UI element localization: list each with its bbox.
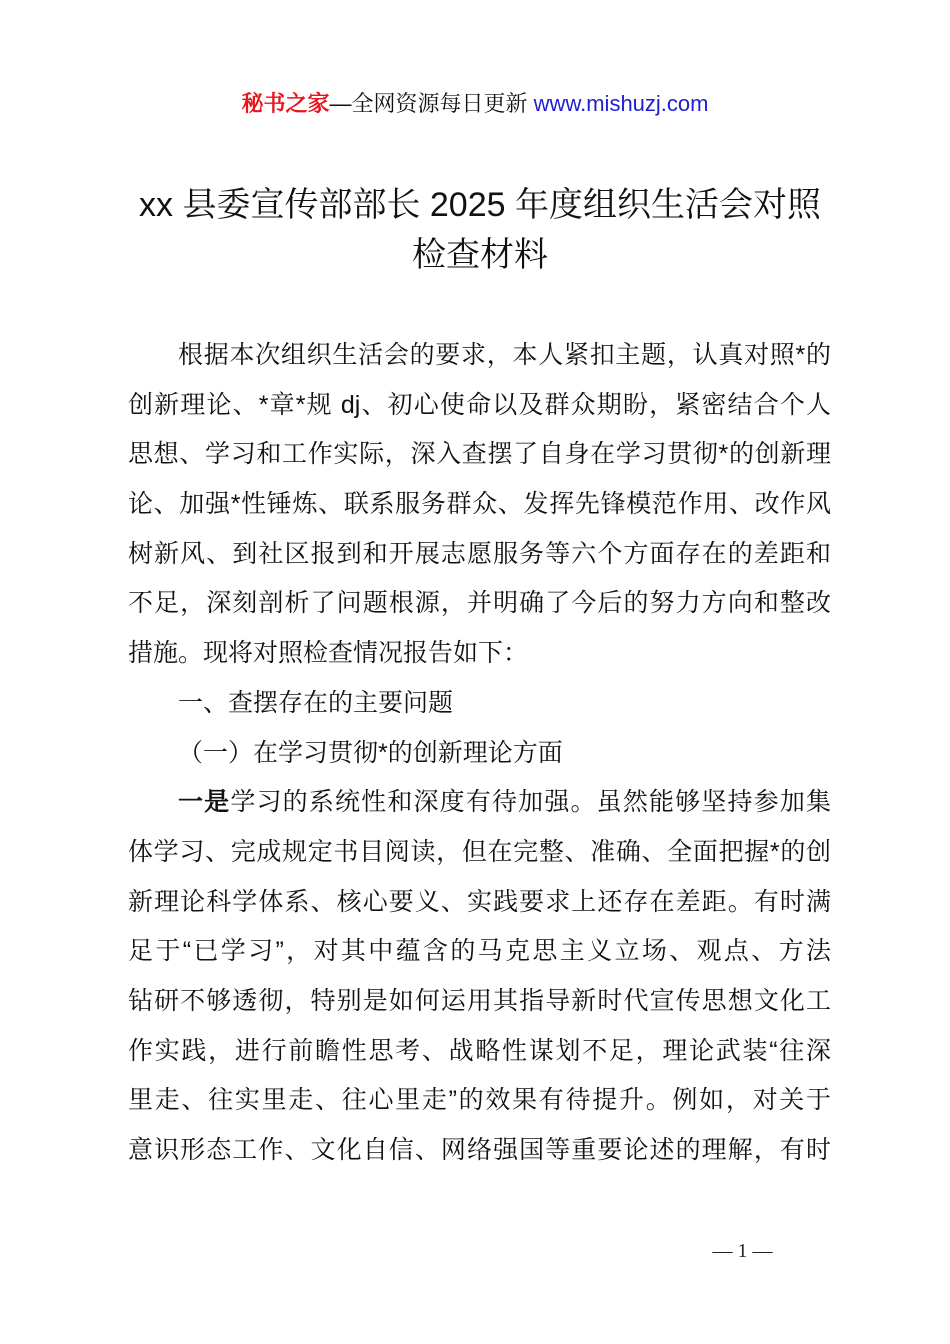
point-lead: 一是: [178, 788, 231, 817]
document-title: [100, 180, 860, 280]
site-header: [0, 88, 950, 120]
body-line: 里走、往实里走、往心里走”的效果有待提升。例如，对关于: [128, 1086, 831, 1115]
body-line: 体学习、完成规定书目阅读，但在完整、准确、全面把握*的创: [128, 837, 831, 866]
body-line: 不足，深刻剖析了问题根源，并明确了今后的努力方向和整改: [128, 589, 831, 618]
body-line: 论、加强*性锤炼、联系服务群众、发挥先锋模范作用、改作风: [128, 490, 831, 519]
body-line: 思想、学习和工作实际，深入查摆了自身在学习贯彻*的创新理: [128, 440, 831, 469]
body-line: 意识形态工作、文化自信、网络强国等重要论述的理解，有时: [128, 1136, 831, 1164]
body-line: 根据本次组织生活会的要求，本人紧扣主题，认真对照*的: [178, 341, 831, 369]
body-line: 树新风、到社区报到和开展志愿服务等六个方面存在的差距和: [128, 539, 831, 568]
body-line: 作实践，进行前瞻性思考、战略性谋划不足，理论武装“往深: [128, 1036, 831, 1065]
body-line: 足于“已学习”，对其中蕴含的马克思主义立场、观点、方法: [128, 937, 831, 966]
body-line: 措施。现将对照检查情况报告如下：: [128, 639, 529, 668]
body-line: 新理论科学体系、核心要义、实践要求上还存在差距。有时满: [128, 887, 831, 916]
body-line: [128, 778, 831, 828]
document-body: [128, 331, 831, 1176]
body-line: 创新理论、*章*规 dj、初心使命以及群众期盼，紧密结合个人: [128, 390, 831, 419]
brand-name: 秘书之家: [241, 91, 330, 116]
page-number: — 1 —: [712, 1240, 773, 1262]
subsection-heading: （一）在学习贯彻*的创新理论方面: [178, 738, 563, 767]
title-line-2: 检查材料: [412, 236, 548, 274]
body-line: 钻研不够透彻，特别是如何运用其指导新时代宣传思想文化工: [128, 986, 831, 1015]
header-url[interactable]: www.mishuzj.com: [533, 91, 709, 116]
header-slogan: —全网资源每日更新: [329, 91, 528, 116]
point-text: 学习的系统性和深度有待加强。虽然能够坚持参加集: [230, 788, 831, 817]
title-line-1: xx 县委宣传部部长 2025 年度组织生活会对照: [139, 186, 821, 224]
section-heading: 一、查摆存在的主要问题: [178, 688, 454, 717]
